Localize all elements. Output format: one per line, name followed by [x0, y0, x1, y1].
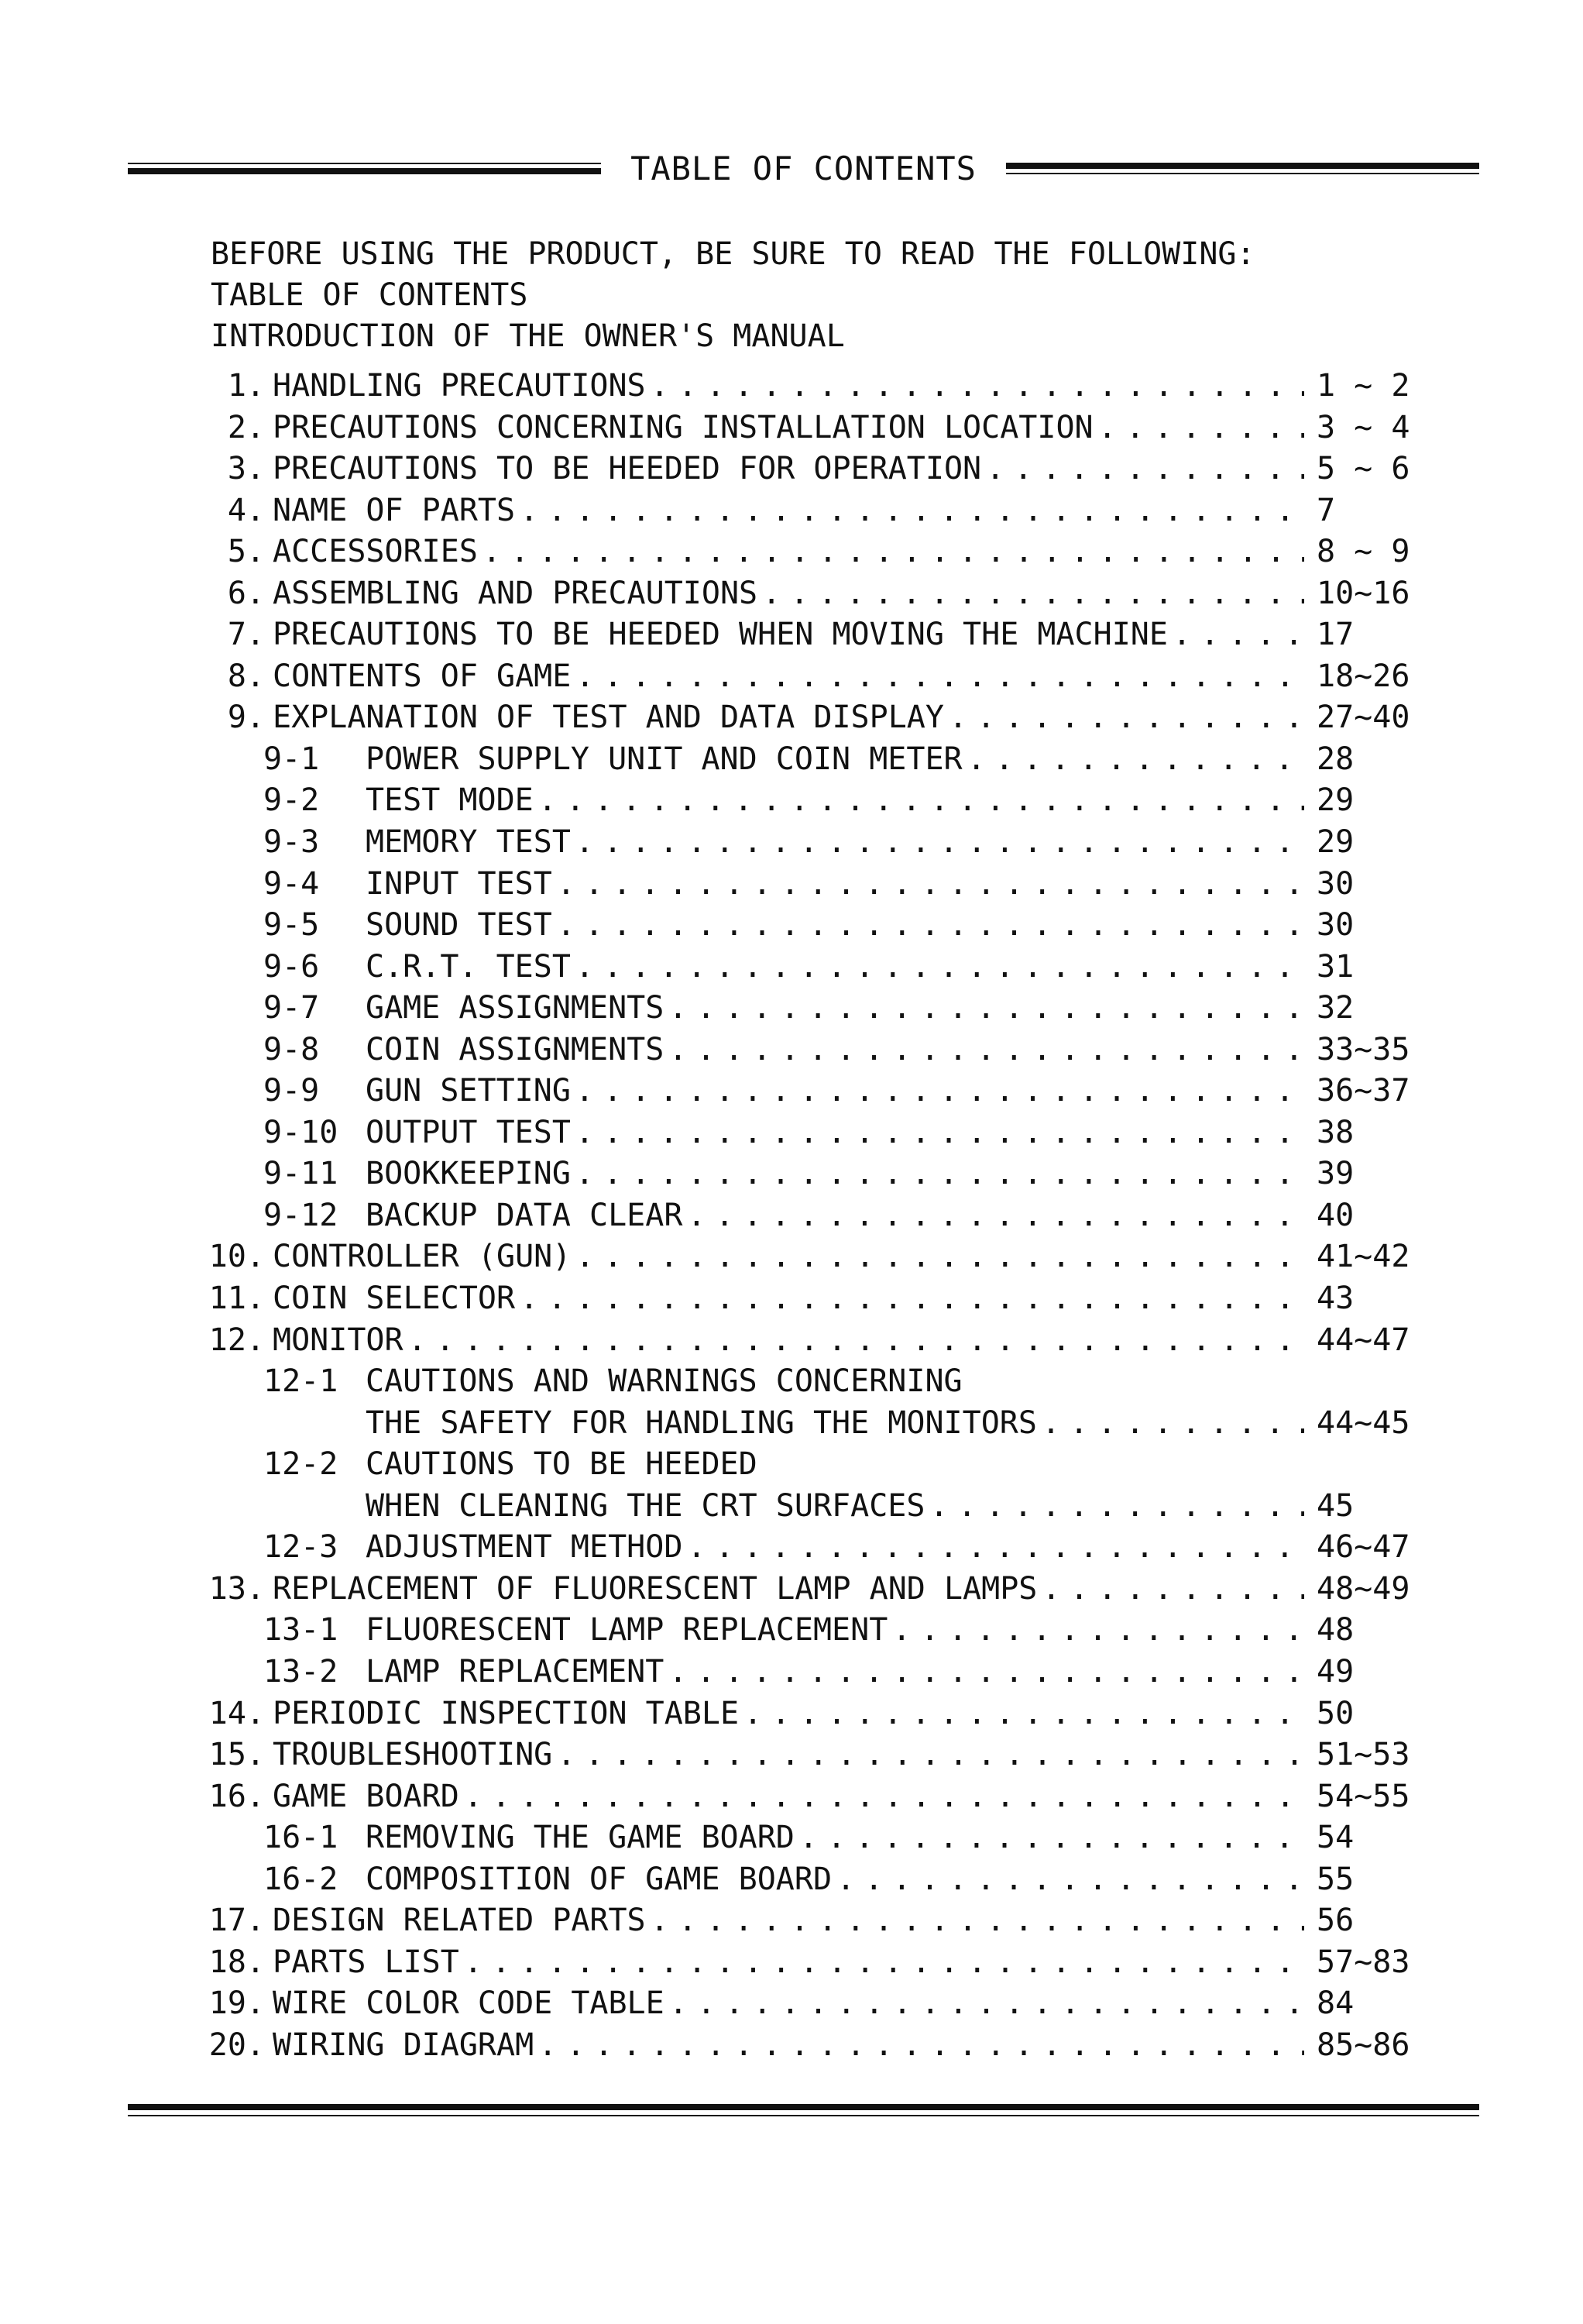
toc-entry: [0, 1486, 1583, 1528]
toc-entry-number: 9-12: [263, 1197, 338, 1233]
toc-entry-title: REPLACEMENT OF FLUORESCENT LAMP AND LAMPS: [273, 1570, 1038, 1607]
toc-entry-pages: 38: [1317, 1114, 1355, 1150]
toc-entry: [0, 864, 1583, 906]
toc-entry-number: 9-10: [263, 1114, 338, 1150]
toc-entry: [0, 1652, 1583, 1693]
toc-entry-pages: 48~49: [1317, 1570, 1410, 1607]
toc-entry-pages: 29: [1317, 824, 1355, 861]
toc-entry: [0, 1444, 1583, 1486]
toc-entry-number: 14.: [208, 1695, 265, 1731]
toc-entry-title-wrap: [366, 1403, 1310, 1444]
toc-entry-pages: 44~47: [1317, 1322, 1410, 1358]
toc-entry-number: 9-11: [263, 1156, 338, 1192]
toc-entry: [0, 1071, 1583, 1112]
toc-entry-title-wrap: [273, 1734, 1310, 1776]
toc-entry-title-wrap: [366, 988, 1310, 1029]
toc-entry-title: CONTENTS OF GAME: [273, 658, 572, 694]
toc-entry: [0, 1195, 1583, 1237]
toc-entry-pages: 46~47: [1317, 1529, 1410, 1566]
toc-entry-number: 12-3: [263, 1529, 338, 1566]
toc-entry-pages: 29: [1317, 782, 1355, 819]
dot-leader: [538, 780, 1304, 821]
toc-entry-title-wrap: [273, 2025, 1310, 2066]
toc-entry-title-wrap: [273, 1278, 1310, 1319]
toc-entry-number: 3.: [227, 451, 265, 487]
dot-leader: [1042, 1569, 1304, 1610]
dot-leader: [1173, 614, 1304, 655]
toc-entry-title: MONITOR: [273, 1322, 403, 1358]
toc-entry: [0, 822, 1583, 864]
toc-entry-number: 9-2: [263, 782, 320, 819]
toc-entry: [0, 1403, 1583, 1445]
dot-leader: [668, 1652, 1304, 1693]
toc-entry-title: POWER SUPPLY UNIT AND COIN METER: [366, 741, 963, 777]
toc-entry-title: REMOVING THE GAME BOARD: [366, 1820, 795, 1856]
toc-entry-pages: 40: [1317, 1197, 1355, 1233]
header-rule-left: [128, 163, 601, 174]
toc-entry-title: LAMP REPLACEMENT: [366, 1653, 664, 1690]
toc-entry: [0, 1942, 1583, 1984]
toc-entry-title-wrap: [366, 1859, 1310, 1900]
dot-leader: [464, 1776, 1304, 1817]
toc-entry: [0, 531, 1583, 573]
toc-entry-title-wrap: [366, 822, 1310, 863]
toc-entry-title: DESIGN RELATED PARTS: [273, 1903, 646, 1939]
toc-entry-number: 12-1: [263, 1363, 338, 1400]
toc-entry-number: 15.: [208, 1737, 265, 1773]
toc-entry-title-wrap: [366, 1361, 1310, 1402]
dot-leader: [892, 1610, 1304, 1651]
toc-entry: [0, 1776, 1583, 1818]
toc-entry: [0, 366, 1583, 407]
toc-entry-number: 10.: [208, 1239, 265, 1275]
toc-entry-title: TROUBLESHOOTING: [273, 1737, 553, 1773]
toc-entry-title: ADJUSTMENT METHOD: [366, 1529, 683, 1566]
toc-entry: [0, 1236, 1583, 1278]
toc-entry-title-wrap: [273, 1236, 1310, 1277]
toc-entry-title: COIN SELECTOR: [273, 1281, 516, 1317]
toc-entry-number: 13.: [208, 1570, 265, 1607]
toc-entry: [0, 490, 1583, 532]
dot-leader: [464, 1942, 1304, 1983]
toc-entry-title-wrap: [366, 780, 1310, 821]
toc-entry-title: EXPLANATION OF TEST AND DATA DISPLAY: [273, 700, 944, 736]
toc-entry-pages: 56: [1317, 1903, 1355, 1939]
dot-leader: [687, 1527, 1304, 1568]
toc-entry-title-wrap: [366, 1486, 1310, 1527]
header-rule-right: [1006, 163, 1479, 174]
toc-entry-number: 5.: [227, 534, 265, 570]
toc-entry-title: GUN SETTING: [366, 1073, 571, 1109]
toc-entry-title-wrap: [366, 1610, 1310, 1651]
toc-entry-pages: 31: [1317, 948, 1355, 985]
dot-leader: [575, 822, 1304, 863]
toc-entry-title: FLUORESCENT LAMP REPLACEMENT: [366, 1612, 888, 1648]
toc-entry-number: 13-2: [263, 1653, 338, 1690]
dot-leader: [949, 697, 1304, 738]
toc-entry-number: 9-4: [263, 865, 320, 902]
toc-entry-title: BACKUP DATA CLEAR: [366, 1197, 683, 1233]
dot-leader: [1098, 407, 1304, 449]
dot-leader: [575, 1236, 1304, 1277]
toc-entry-title: TEST MODE: [366, 782, 534, 819]
toc-entry-pages: 17: [1317, 617, 1355, 653]
toc-entry-title-wrap: [273, 407, 1310, 449]
toc-entry-number: 8.: [227, 658, 265, 694]
toc-entry-pages: 10~16: [1317, 575, 1410, 611]
toc-entry-pages: 41~42: [1317, 1239, 1410, 1275]
dot-leader: [929, 1486, 1304, 1527]
toc-entry-title-wrap: [273, 1693, 1310, 1734]
toc-entry-title-wrap: [273, 449, 1310, 490]
toc-entry-number: 16-2: [263, 1861, 338, 1897]
toc-entry-title: PARTS LIST: [273, 1944, 459, 1980]
toc-entry-title-wrap: [366, 1817, 1310, 1858]
intro-line: INTRODUCTION OF THE OWNER'S MANUAL: [211, 318, 845, 354]
toc-entry-pages: 55: [1317, 1861, 1355, 1897]
toc-entry-title: WHEN CLEANING THE CRT SURFACES: [366, 1487, 925, 1524]
toc-entry: [0, 988, 1583, 1030]
toc-entry: [0, 1734, 1583, 1776]
toc-entry-pages: 5 ~ 6: [1317, 451, 1410, 487]
toc-entry-pages: 28: [1317, 741, 1355, 777]
toc-entry-number: 20.: [208, 2027, 265, 2063]
toc-entry-title: C.R.T. TEST: [366, 948, 571, 985]
toc-entry: [0, 1320, 1583, 1362]
toc-entry-title-wrap: [366, 1153, 1310, 1195]
toc-entry-title-wrap: [273, 573, 1310, 614]
toc-entry-title: WIRE COLOR CODE TABLE: [273, 1985, 664, 2022]
toc-entry: [0, 1983, 1583, 2025]
toc-entry-pages: 33~35: [1317, 1031, 1410, 1067]
toc-entry: [0, 407, 1583, 449]
toc-entry-title: CAUTIONS TO BE HEEDED: [366, 1446, 757, 1483]
dot-leader: [967, 739, 1304, 780]
toc-entry-title-wrap: [273, 490, 1310, 531]
page-footer-rule: [128, 2104, 1479, 2116]
toc-entry-title: THE SAFETY FOR HANDLING THE MONITORS: [366, 1404, 1037, 1441]
toc-entry-pages: 84: [1317, 1985, 1355, 2022]
toc-entry-title-wrap: [273, 531, 1310, 572]
page-title: TABLE OF CONTENTS: [630, 149, 977, 187]
dot-leader: [575, 1112, 1304, 1153]
toc-entry: [0, 1361, 1583, 1403]
toc-entry-title-wrap: [366, 947, 1310, 988]
toc-entry-title: HANDLING PRECAUTIONS: [273, 368, 646, 404]
toc-entry-title: BOOKKEEPING: [366, 1156, 571, 1192]
toc-entry: [0, 739, 1583, 781]
toc-entry-title-wrap: [273, 1942, 1310, 1983]
page-header: [128, 146, 1479, 191]
dot-leader: [575, 1153, 1304, 1195]
dot-leader: [557, 905, 1304, 946]
toc-entry-number: 6.: [227, 575, 265, 611]
toc-entry-pages: 57~83: [1317, 1944, 1410, 1980]
dot-leader: [575, 947, 1304, 988]
toc-entry-title: ACCESSORIES: [273, 534, 478, 570]
toc-entry-title-wrap: [366, 1652, 1310, 1693]
toc-entry-number: 13-1: [263, 1612, 338, 1648]
toc-entry-title-wrap: [366, 905, 1310, 946]
toc-entry-number: 9-7: [263, 990, 320, 1026]
toc-entry-number: 18.: [208, 1944, 265, 1980]
toc-entry-pages: 36~37: [1317, 1073, 1410, 1109]
toc-entry: [0, 697, 1583, 739]
toc-entry: [0, 780, 1583, 822]
toc-entry: [0, 905, 1583, 947]
toc-entry-pages: 30: [1317, 865, 1355, 902]
toc-entry-number: 9-9: [263, 1073, 320, 1109]
toc-entry-number: 7.: [227, 617, 265, 653]
toc-entry: [0, 2025, 1583, 2067]
toc-entry-pages: 50: [1317, 1695, 1355, 1731]
dot-leader: [651, 1900, 1304, 1941]
toc-entry-number: 9-1: [263, 741, 320, 777]
dot-leader: [687, 1195, 1304, 1236]
toc-entry-number: 11.: [208, 1281, 265, 1317]
toc-entry-title-wrap: [273, 614, 1310, 655]
dot-leader: [575, 656, 1304, 697]
toc-entry-title-wrap: [273, 1320, 1310, 1361]
toc-entry-title: PRECAUTIONS CONCERNING INSTALLATION LOCATION: [273, 409, 1094, 445]
dot-leader: [762, 573, 1304, 614]
dot-leader: [520, 1278, 1304, 1319]
toc-entry-pages: 39: [1317, 1156, 1355, 1192]
toc-entry-number: 17.: [208, 1903, 265, 1939]
dot-leader: [668, 988, 1304, 1029]
toc-entry: [0, 1859, 1583, 1901]
toc-entry-title: MEMORY TEST: [366, 824, 571, 861]
dot-leader: [575, 1071, 1304, 1112]
toc-entry-title-wrap: [366, 1030, 1310, 1071]
toc-entry: [0, 1527, 1583, 1569]
toc-entry: [0, 573, 1583, 615]
toc-entry: [0, 1900, 1583, 1942]
toc-entry-title-wrap: [366, 739, 1310, 780]
toc-entry-title: COMPOSITION OF GAME BOARD: [366, 1861, 833, 1897]
dot-leader: [482, 531, 1304, 572]
toc-entry-number: 2.: [227, 409, 265, 445]
toc-entry-pages: 45: [1317, 1487, 1355, 1524]
dot-leader: [669, 1983, 1304, 2024]
toc-entry-pages: 32: [1317, 990, 1355, 1026]
toc-entry: [0, 947, 1583, 988]
toc-entry-title-wrap: [366, 864, 1310, 905]
toc-entry: [0, 1112, 1583, 1154]
toc-entry-pages: 30: [1317, 907, 1355, 944]
toc-entry-number: 4.: [227, 492, 265, 528]
toc-entry-title: OUTPUT TEST: [366, 1114, 571, 1150]
dot-leader: [408, 1320, 1304, 1361]
toc-entry-pages: 7: [1317, 492, 1336, 528]
toc-entry: [0, 449, 1583, 490]
intro-block: [211, 234, 1255, 357]
dot-leader: [538, 2025, 1304, 2066]
toc-entry-title: GAME BOARD: [273, 1778, 459, 1814]
toc-entry-pages: 48: [1317, 1612, 1355, 1648]
toc-entry-title: NAME OF PARTS: [273, 492, 516, 528]
toc-entry-title: GAME ASSIGNMENTS: [366, 990, 664, 1026]
toc-entry: [0, 1030, 1583, 1071]
toc-entry-title-wrap: [273, 697, 1310, 738]
toc-entry-number: 9-3: [263, 824, 320, 861]
toc-entry-title-wrap: [273, 656, 1310, 697]
toc-entry-pages: 44~45: [1317, 1404, 1410, 1441]
toc-entry-title-wrap: [273, 366, 1310, 407]
toc-entry-title-wrap: [273, 1569, 1310, 1610]
toc-entry-title-wrap: [366, 1527, 1310, 1568]
toc-entry: [0, 1569, 1583, 1611]
toc-entry-pages: 43: [1317, 1281, 1355, 1317]
dot-leader: [668, 1030, 1304, 1071]
toc-entry: [0, 1153, 1583, 1195]
toc-entry-number: 9-6: [263, 948, 320, 985]
toc-entry-number: 19.: [208, 1985, 265, 2022]
toc-entry-title: ASSEMBLING AND PRECAUTIONS: [273, 575, 758, 611]
toc-entry-pages: 49: [1317, 1653, 1355, 1690]
toc-entry-pages: 54: [1317, 1820, 1355, 1856]
toc-entry-title-wrap: [273, 1776, 1310, 1817]
toc-entry-title: PERIODIC INSPECTION TABLE: [273, 1695, 740, 1731]
toc-entry-pages: 8 ~ 9: [1317, 534, 1410, 570]
toc-entry-pages: 3 ~ 4: [1317, 409, 1410, 445]
toc-entry-pages: 51~53: [1317, 1737, 1410, 1773]
toc-entry-number: 12.: [208, 1322, 265, 1358]
dot-leader: [836, 1859, 1304, 1900]
toc-entry-title-wrap: [366, 1195, 1310, 1236]
toc-entry-title: PRECAUTIONS TO BE HEEDED WHEN MOVING THE MACHINE: [273, 617, 1168, 653]
toc-entry-pages: 18~26: [1317, 658, 1410, 694]
dot-leader: [557, 864, 1304, 905]
toc-entry-title: COIN ASSIGNMENTS: [366, 1031, 664, 1067]
toc-entry-number: 9-5: [263, 907, 320, 944]
dot-leader: [557, 1734, 1304, 1776]
toc-entry-pages: 27~40: [1317, 700, 1410, 736]
toc-entry-title-wrap: [366, 1071, 1310, 1112]
dot-leader: [520, 490, 1304, 531]
toc-entry-title-wrap: [366, 1112, 1310, 1153]
toc-entry-number: 16.: [208, 1778, 265, 1814]
toc-entry-title: WIRING DIAGRAM: [273, 2027, 534, 2063]
toc-entry: [0, 1278, 1583, 1320]
toc-entry-pages: 1 ~ 2: [1317, 368, 1410, 404]
toc-entry-title: SOUND TEST: [366, 907, 552, 944]
dot-leader: [651, 366, 1304, 407]
toc-entry-number: 1.: [227, 368, 265, 404]
toc-entry: [0, 1610, 1583, 1652]
toc-entry: [0, 1693, 1583, 1735]
intro-line: BEFORE USING THE PRODUCT, BE SURE TO READ THE FOLLOWING:: [211, 236, 1255, 272]
toc-entry-title-wrap: [273, 1983, 1310, 2024]
toc-entry-title-wrap: [366, 1444, 1310, 1485]
toc-entry: [0, 614, 1583, 656]
toc-entry-title: CONTROLLER (GUN): [273, 1239, 572, 1275]
toc-entry: [0, 656, 1583, 698]
toc-entry-title-wrap: [273, 1900, 1310, 1941]
dot-leader: [1042, 1403, 1304, 1444]
toc-entry-number: 9-8: [263, 1031, 320, 1067]
dot-leader: [986, 449, 1304, 490]
toc-list: [0, 366, 1583, 2066]
toc-entry-number: 16-1: [263, 1820, 338, 1856]
toc-entry-number: 9.: [227, 700, 265, 736]
toc-entry: [0, 1817, 1583, 1859]
dot-leader: [799, 1817, 1304, 1858]
toc-entry-title: PRECAUTIONS TO BE HEEDED FOR OPERATION: [273, 451, 982, 487]
toc-entry-title: INPUT TEST: [366, 865, 552, 902]
toc-entry-pages: 54~55: [1317, 1778, 1410, 1814]
toc-entry-number: 12-2: [263, 1446, 338, 1483]
toc-entry-pages: 85~86: [1317, 2027, 1410, 2063]
dot-leader: [743, 1693, 1304, 1734]
intro-line: TABLE OF CONTENTS: [211, 277, 528, 313]
toc-entry-title: CAUTIONS AND WARNINGS CONCERNING: [366, 1363, 963, 1400]
